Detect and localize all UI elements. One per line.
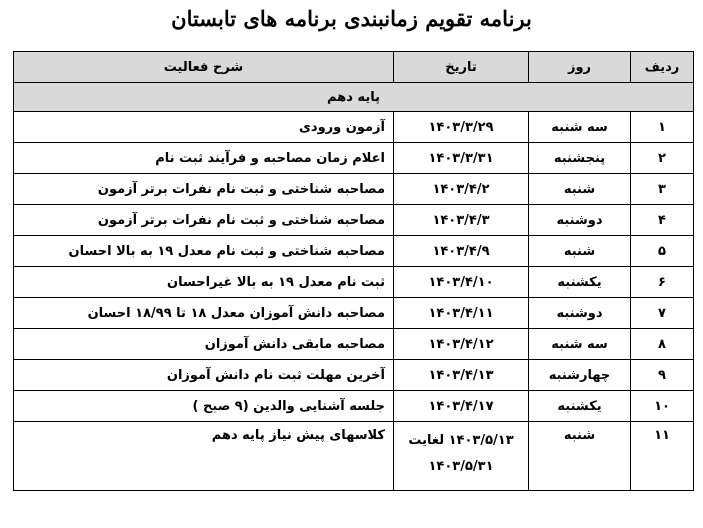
row-desc: ثبت نام معدل ۱۹ به بالا غیراحسان: [14, 267, 394, 298]
table-row: [14, 267, 694, 298]
row-num: ۱۰: [631, 391, 694, 422]
row-num: ۹: [631, 360, 694, 391]
row-desc: مصاحبه شناختی و ثبت نام نفرات برتر آزمون: [14, 174, 394, 205]
row-date: ۱۴۰۳/۴/۹: [394, 236, 529, 267]
row-desc: مصاحبه شناختی و ثبت نام نفرات برتر آزمون: [14, 205, 394, 236]
section-label: پایه دهم: [14, 83, 694, 112]
table-row: [14, 329, 694, 360]
row-num: ۸: [631, 329, 694, 360]
row-day: دوشنبه: [529, 298, 631, 329]
page-title: برنامه تقویم زمانبندی برنامه های تابستان: [171, 6, 532, 31]
table-row: [14, 143, 694, 174]
header-desc: شرح فعالیت: [14, 52, 394, 83]
row-desc: آخرین مهلت ثبت نام دانش آموزان: [14, 360, 394, 391]
row-num: ۶: [631, 267, 694, 298]
row-day: سه شنبه: [529, 329, 631, 360]
header-date: تاریخ: [394, 52, 529, 83]
row-desc: آزمون ورودی: [14, 112, 394, 143]
table-row: [14, 174, 694, 205]
row-desc: مصاحبه دانش آموزان معدل ۱۸ تا ۱۸/۹۹ احسان: [14, 298, 394, 329]
row-date: ۱۴۰۳/۴/۳: [394, 205, 529, 236]
row-date: ۱۴۰۳/۳/۳۱: [394, 143, 529, 174]
row-day: سه شنبه: [529, 112, 631, 143]
row-desc: کلاسهای پیش نیاز پایه دهم: [14, 422, 394, 491]
row-day: شنبه: [529, 422, 631, 491]
row-desc: مصاحبه شناختی و ثبت نام معدل ۱۹ به بالا احسان: [14, 236, 394, 267]
row-desc: مصاحبه مابقی دانش آموزان: [14, 329, 394, 360]
table-row: [14, 391, 694, 422]
table-row: [14, 422, 694, 491]
row-day: شنبه: [529, 174, 631, 205]
row-date: ۱۴۰۳/۴/۱۷: [394, 391, 529, 422]
row-num: ۱: [631, 112, 694, 143]
row-date: ۱۴۰۳/۴/۱۱: [394, 298, 529, 329]
row-desc: جلسه آشنایی والدین (۹ صبح ): [14, 391, 394, 422]
header-num: ردیف: [631, 52, 694, 83]
row-date-start: ۱۴۰۳/۵/۱۳ لغایت: [408, 433, 514, 448]
row-date-end: ۱۴۰۳/۵/۳۱: [428, 459, 494, 474]
row-date: [394, 422, 529, 491]
row-date: ۱۴۰۳/۴/۲: [394, 174, 529, 205]
row-day: شنبه: [529, 236, 631, 267]
table-row: [14, 205, 694, 236]
row-day: دوشنبه: [529, 205, 631, 236]
table-row: [14, 360, 694, 391]
row-date: ۱۴۰۳/۴/۱۲: [394, 329, 529, 360]
row-date: ۱۴۰۳/۳/۲۹: [394, 112, 529, 143]
schedule-table: [13, 51, 694, 491]
header-row: [14, 52, 694, 83]
header-day: روز: [529, 52, 631, 83]
row-date: ۱۴۰۳/۴/۱۰: [394, 267, 529, 298]
row-day: چهارشنبه: [529, 360, 631, 391]
row-num: ۲: [631, 143, 694, 174]
section-row: [14, 83, 694, 112]
row-num: ۵: [631, 236, 694, 267]
row-desc: اعلام زمان مصاحبه و فرآیند ثبت نام: [14, 143, 394, 174]
row-num: ۱۱: [631, 422, 694, 491]
table-row: [14, 112, 694, 143]
row-num: ۳: [631, 174, 694, 205]
table-row: [14, 236, 694, 267]
row-day: پنجشنبه: [529, 143, 631, 174]
row-num: ۷: [631, 298, 694, 329]
row-date: ۱۴۰۳/۴/۱۳: [394, 360, 529, 391]
table-row: [14, 298, 694, 329]
row-day: یکشنبه: [529, 391, 631, 422]
row-num: ۴: [631, 205, 694, 236]
row-day: یکشنبه: [529, 267, 631, 298]
